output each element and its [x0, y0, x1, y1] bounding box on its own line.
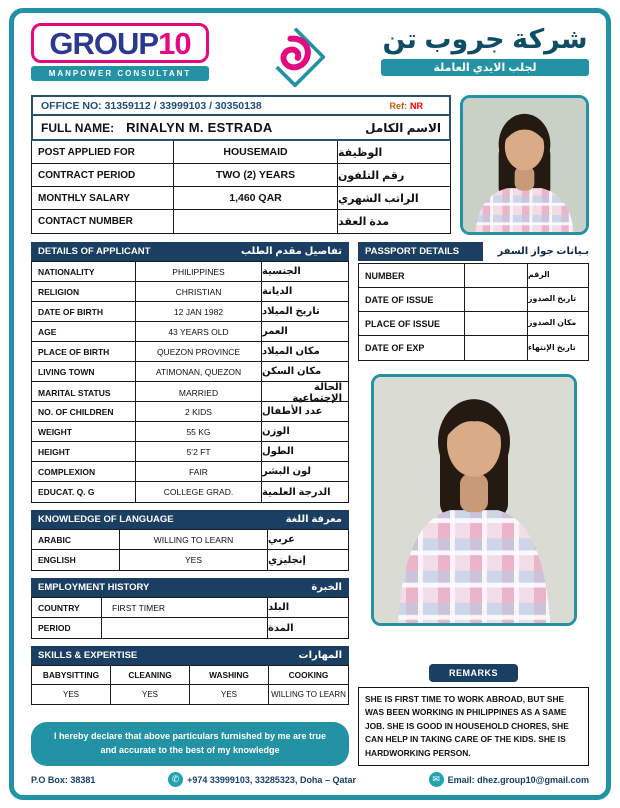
details-row-value: CHRISTIAN — [136, 282, 262, 301]
details-row — [32, 442, 348, 462]
applicant-portrait-illustration — [463, 98, 586, 232]
passport-title-arabic: بـيانات جواز السفر — [497, 246, 589, 257]
details-row-label-arabic: الحالة الإجتماعية — [292, 382, 342, 404]
passport-row-label-arabic: تاريخ الإنتهاء — [528, 342, 576, 352]
details-table — [31, 261, 349, 503]
employment-row — [32, 618, 348, 638]
details-row-value: 2 KIDS — [136, 402, 262, 421]
details-row-value: MARRIED — [136, 382, 262, 404]
details-row — [32, 282, 348, 302]
details-row — [32, 382, 348, 402]
right-column — [358, 242, 589, 766]
language-row — [32, 530, 348, 550]
application-row — [32, 164, 450, 187]
details-row-label: NATIONALITY — [32, 262, 136, 281]
application-row-label-arabic: رقم التلفون — [338, 169, 405, 182]
details-row-label: RELIGION — [32, 282, 136, 301]
skills-column-value: YES — [141, 690, 158, 699]
employment-row-label: PERIOD — [32, 618, 102, 638]
details-row-label-arabic: عدد الأطفال — [262, 406, 323, 417]
passport-row — [359, 264, 588, 288]
details-row-label-arabic: الجنسية — [262, 266, 301, 277]
brand-text — [49, 26, 190, 61]
details-row-label-arabic: العمر — [262, 326, 288, 337]
language-row — [32, 550, 348, 570]
skills-title: SKILLS & EXPERTISE — [38, 650, 138, 661]
phone-icon: ✆ — [168, 772, 183, 787]
office-number-text: OFFICE NO: 31359112 / 33999103 / 30350138 — [41, 99, 262, 112]
remarks-section — [358, 664, 589, 766]
employment-title-arabic: الخبرة — [311, 582, 342, 593]
employment-row-value: FIRST TIMER — [102, 598, 268, 617]
details-row-value: 43 YEARS OLD — [136, 322, 262, 341]
language-title-arabic: معرفة اللغة — [285, 514, 342, 525]
details-row-label: DATE OF BIRTH — [32, 302, 136, 321]
email-text: Email: dhez.group10@gmail.com — [447, 774, 589, 785]
remarks-text: SHE IS FIRST TIME TO WORK ABROAD, BUT SHE WAS BEEN WORKING IN PHILIPPINES AS A SAME JOB. SHE IS GOOD IN HOUSEHOLD CHORES, SHE CAN HELP IN TAKING CARE OF THE KIDS. SHE IS HARDWORKING PERSON. — [358, 687, 589, 766]
details-row-label: AGE — [32, 322, 136, 341]
applicant-photo-large — [371, 374, 577, 626]
details-row — [32, 482, 348, 502]
details-row-label-arabic: لون البشر — [262, 466, 311, 477]
details-row-label-arabic: الطول — [262, 446, 294, 457]
full-name-label-arabic: الاسم الكامل — [365, 120, 441, 135]
details-row-label-arabic: مكان السكن — [262, 366, 322, 377]
language-row-label: ARABIC — [32, 530, 120, 549]
employment-row-label: COUNTRY — [32, 598, 102, 617]
language-row-label-arabic: إنجليزي — [268, 554, 306, 566]
skills-column-value: YES — [62, 690, 79, 699]
skills-column-value: YES — [220, 690, 237, 699]
company-name-arabic: شركة جروب تن — [382, 24, 588, 54]
details-title-arabic: تفاصيل مقدم الطلب — [240, 246, 342, 257]
details-row-label: WEIGHT — [32, 422, 136, 441]
employment-table — [31, 597, 349, 639]
skills-column-header: BABYSITTING — [32, 666, 110, 685]
language-row-label: ENGLISH — [32, 550, 120, 570]
brand-word-group: GROUP — [49, 26, 159, 61]
details-row-value: PHILIPPINES — [136, 262, 262, 281]
brand-word-ten: 10 — [158, 26, 191, 61]
details-row — [32, 362, 348, 382]
phone-block — [168, 772, 356, 787]
brand-arabic-block — [381, 23, 589, 76]
application-row-label: CONTRACT PERIOD — [32, 164, 174, 186]
applicant-summary — [31, 95, 451, 235]
passport-row-label-arabic: الرقم — [528, 270, 550, 280]
applicant-photo-small — [460, 95, 589, 235]
details-row — [32, 462, 348, 482]
skills-table — [31, 665, 349, 705]
application-row — [32, 187, 450, 210]
email-block — [429, 772, 589, 787]
office-number-row — [31, 95, 451, 116]
passport-title: PASSPORT DETAILS — [358, 242, 483, 261]
email-icon: ✉ — [429, 772, 444, 787]
passport-row — [359, 288, 588, 312]
passport-row — [359, 312, 588, 336]
passport-row-label: PLACE OF ISSUE — [359, 312, 465, 335]
details-row-value: 12 JAN 1982 — [136, 302, 262, 321]
details-row-value: QUEZON PROVINCE — [136, 342, 262, 361]
employment-row-label-arabic: المدة — [268, 622, 294, 634]
remarks-title: REMARKS — [429, 664, 518, 682]
passport-row-label-arabic: تاريخ الصدور — [528, 294, 577, 304]
full-name-row — [31, 116, 451, 141]
full-name-label: FULL NAME: — [41, 120, 115, 135]
passport-row-label-arabic: مكان الصدور — [528, 318, 577, 328]
application-row-value: 1,460 QAR — [174, 187, 338, 209]
passport-row-label: DATE OF ISSUE — [359, 288, 465, 311]
details-row-value: ATIMONAN, QUEZON — [136, 362, 262, 381]
application-row-label: POST APPLIED FOR — [32, 141, 174, 163]
company-logo-icon — [263, 25, 327, 89]
application-row-value: TWO (2) YEARS — [174, 164, 338, 186]
language-table — [31, 529, 349, 571]
details-row-label: EDUCAT. Q. G — [32, 482, 136, 502]
details-row — [32, 402, 348, 422]
details-row-value: FAIR — [136, 462, 262, 481]
top-section — [31, 95, 589, 235]
ref-field — [390, 101, 424, 111]
application-row-label-arabic: الراتب الشهري — [338, 192, 419, 205]
employment-row-label-arabic: البلد — [268, 602, 290, 613]
details-row — [32, 262, 348, 282]
details-row-label: PLACE OF BIRTH — [32, 342, 136, 361]
skills-column — [269, 666, 348, 704]
skills-section-header — [31, 646, 349, 665]
ref-label: Ref: — [389, 100, 407, 111]
application-row-label: CONTACT NUMBER — [32, 210, 174, 233]
phone-text: +974 33999103, 33285323, Doha – Qatar — [187, 774, 356, 785]
skills-column — [32, 666, 111, 704]
footer — [31, 766, 589, 787]
application-row-label: MONTHLY SALARY — [32, 187, 174, 209]
details-row-label: HEIGHT — [32, 442, 136, 461]
skills-column-header: CLEANING — [111, 666, 189, 685]
skills-column — [111, 666, 190, 704]
details-row — [32, 342, 348, 362]
details-row-label-arabic: الدرجة العلمية — [262, 486, 331, 498]
application-row-label-arabic: الوظيفة — [338, 146, 383, 159]
passport-row-value — [465, 336, 528, 360]
brand-subtitle: MANPOWER CONSULTANT — [31, 66, 209, 81]
details-row-label: COMPLEXION — [32, 462, 136, 481]
application-table — [31, 141, 451, 234]
header — [31, 23, 589, 89]
passport-row-label: DATE OF EXP — [359, 336, 465, 360]
left-column — [31, 242, 349, 766]
language-title: KNOWLEDGE OF LANGUAGE — [38, 514, 174, 525]
passport-row-value — [465, 288, 528, 311]
applicant-portrait-illustration — [374, 377, 574, 623]
skills-column — [190, 666, 269, 704]
language-row-value: WILLING TO LEARN — [120, 530, 268, 549]
details-row-value: COLLEGE GRAD. — [136, 482, 262, 502]
passport-row — [359, 336, 588, 360]
pobox-text: P.O Box: 38381 — [31, 774, 96, 785]
full-name-value: RINALYN M. ESTRADA — [126, 120, 273, 135]
details-row-label: LIVING TOWN — [32, 362, 136, 381]
declaration-box: I hereby declare that above particulars furnished by me are true and accurate to the best of my knowledge — [31, 722, 349, 766]
details-row — [32, 422, 348, 442]
passport-table — [358, 263, 589, 361]
brand-block — [31, 23, 209, 81]
application-row-label-arabic: مدة العقد — [338, 216, 390, 228]
details-row-label-arabic: تاريخ الميلاد — [262, 306, 320, 317]
application-row-value: HOUSEMAID — [174, 141, 338, 163]
application-row-value — [174, 210, 338, 233]
body-columns — [31, 242, 589, 766]
ref-value: NR — [410, 100, 423, 111]
details-row-label-arabic: مكان الميلاد — [262, 346, 320, 357]
passport-row-label: NUMBER — [359, 264, 465, 287]
details-row-label-arabic: الديانة — [262, 286, 293, 297]
passport-row-value — [465, 264, 528, 287]
details-row-label-arabic: الوزن — [262, 426, 290, 437]
language-row-value: YES — [120, 550, 268, 570]
details-section-header — [31, 242, 349, 261]
passport-section-header — [358, 242, 589, 261]
employment-section-header — [31, 578, 349, 597]
details-row-value: 55 KG — [136, 422, 262, 441]
application-row — [32, 210, 450, 233]
details-row — [32, 322, 348, 342]
skills-title-arabic: المهارات — [298, 650, 342, 661]
page-frame — [9, 8, 611, 800]
skills-column-value: WILLING TO LEARN — [271, 690, 346, 699]
skills-column-header: COOKING — [269, 666, 348, 685]
employment-row — [32, 598, 348, 618]
language-row-label-arabic: عربي — [268, 534, 295, 545]
details-row-label: NO. OF CHILDREN — [32, 402, 136, 421]
application-row — [32, 141, 450, 164]
details-row-label: MARITAL STATUS — [32, 382, 136, 404]
company-tagline-arabic: لجلب الايدي العاملة — [381, 59, 589, 76]
employment-row-value — [102, 618, 268, 638]
passport-row-value — [465, 312, 528, 335]
employment-title: EMPLOYMENT HISTORY — [38, 582, 150, 593]
skills-column-header: WASHING — [190, 666, 268, 685]
details-row-value: 5’2 FT — [136, 442, 262, 461]
language-section-header — [31, 510, 349, 529]
details-title: DETAILS OF APPLICANT — [38, 246, 151, 257]
details-row — [32, 302, 348, 322]
brand-wordmark — [31, 23, 209, 63]
